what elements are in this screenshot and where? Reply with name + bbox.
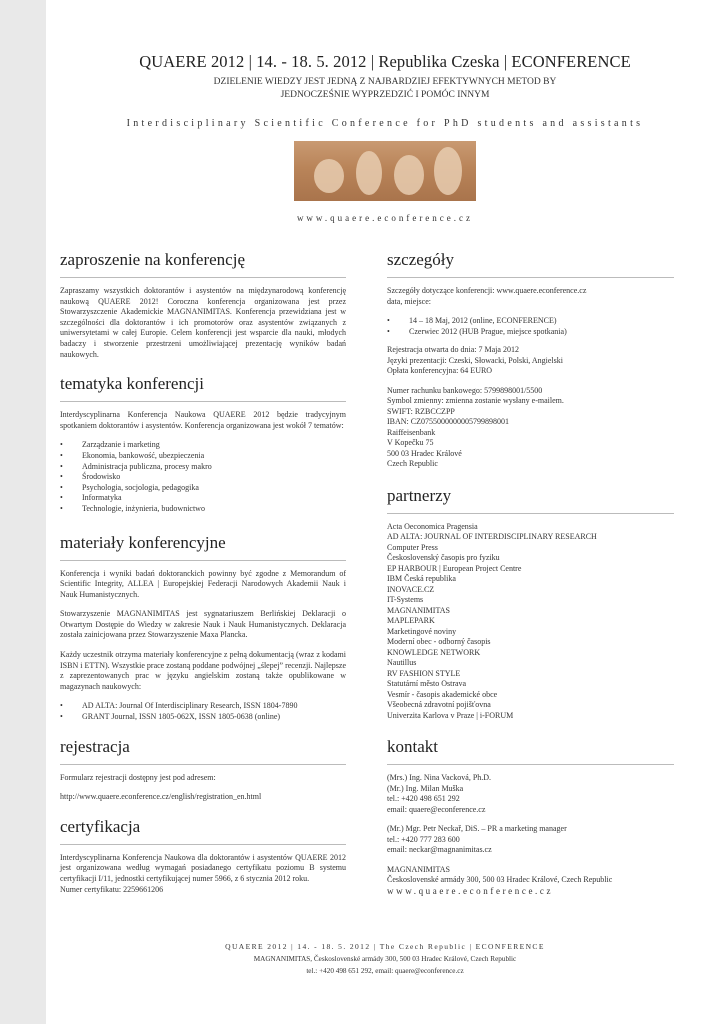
bank-line: Raiffeisenbank [387,427,436,437]
partner-item: Nautillus [387,658,417,668]
contact-block-3 [387,865,674,886]
certification-text: Interdyscyplinarna Konferencja Naukowa dla doktorantów i asystentów QUAERE 2012 jest organizowana według wymagań posiadanego certyfikatu poziomu B systemu certyfikacji I/11, jednostki certyfikującej numer 5966, z 6 stycznia 2012 roku. [60,852,346,883]
list-item: • Czerwiec 2012 (HUB Prague, miejsce spotkania) [387,327,674,338]
contact-block-1 [387,773,674,815]
partner-item: MAGNANIMITAS [387,605,450,615]
page-header [60,52,710,223]
divider [387,764,674,765]
list-item: • AD ALTA: Journal Of Interdisciplinary Research, ISSN 1804-7890 [60,701,346,712]
website-link[interactable]: www.quaere.econference.cz [296,213,474,223]
divider [60,401,346,402]
divider [387,513,674,514]
section-registration [60,737,346,803]
contact-email[interactable]: email: neckar@magnanimitas.cz [387,845,492,855]
section-invitation [60,250,346,360]
footer-line-3: tel.: +420 498 651 292, email: quaere@econference.cz [306,967,464,975]
bank-line: Numer rachunku bankowego: 5799898001/5500 [387,385,543,395]
page-title: QUAERE 2012 | 14. - 18. 5. 2012 | Republika Czeska | ECONFERENCE [139,52,631,71]
contact-website-link[interactable]: www.quaere.econference.cz [387,885,554,896]
contact-line: (Mrs.) Ing. Nina Vacková, Ph.D. [387,773,492,783]
partner-item: MAPLEPARK [387,616,435,626]
partner-item: Marketingové noviny [387,626,457,636]
bank-line: SWIFT: RZBCCZPP [387,406,455,416]
contact-heading: kontakt [387,737,438,757]
partner-item: EP HARBOUR | European Project Centre [387,563,522,573]
details-line: data, miejsce: [387,296,431,306]
registration-link[interactable]: http://www.quaere.econference.cz/english/registration_en.html [60,792,262,802]
bank-line: IBAN: CZ0755000000005799898001 [387,417,509,427]
partner-item: Computer Press [387,542,438,552]
details-line: Szczegóły dotyczące konferencji: www.quaere.econference.cz [387,286,587,295]
relief-banner-image [294,141,476,201]
section-topics [60,374,346,514]
divider [60,764,346,765]
contact-line: tel.: +420 777 283 600 [387,834,460,844]
contact-line: (Mr.) Ing. Milan Muška [387,783,464,793]
info-line: Opłata konferencyjna: 64 EURO [387,366,493,376]
certificate-number: Numer certyfikatu: 2259661206 [60,884,164,894]
partner-item: Vesmír - časopis akademické obce [387,689,498,699]
materials-text-2: Stowarzyszenie MAGNANIMITAS jest sygnatariuszem Berlińskiej Deklaracji o Otwartym Dostępie do Wiedzy w zakresie Nauk i Nauk Humanistycznych. Deklaracja została zainicjowana przez Stowarzyszenie Maxa Plancka. [60,609,346,640]
contact-line: MAGNANIMITAS [387,864,450,874]
section-partners [387,486,674,722]
materials-heading: materiały konferencyjne [60,532,226,552]
details-info [387,345,674,377]
partner-item: Statutární město Ostrava [387,679,467,689]
contact-line: tel.: +420 498 651 292 [387,794,460,804]
bank-details [387,386,674,470]
dates-list [387,316,674,337]
list-item: • Ekonomia, bankowość, ubezpieczenia [60,451,346,462]
contact-line: Československé armády 300, 500 03 Hradec Králové, Czech Republic [387,875,613,885]
topics-list [60,440,346,514]
contact-block-2 [387,824,674,856]
divider [60,844,346,845]
materials-text-3: Każdy uczestnik otrzyma materiały konferencyjne z pełną dokumentacją (wraz z kodami ISBN i ETTN). Wszystkie prace zostaną poddane podwójnej „ślepej” recenzji. Najlepsze z zaprezentowanych prac w języku angielskim zostaną także opublikowane w magazynach naukowych: [60,650,346,691]
partner-item: AD ALTA: JOURNAL OF INTERDISCIPLINARY RESEARCH [387,532,597,542]
details-heading: szczegóły [387,250,455,269]
footer-line-2: MAGNANIMITAS, Československé armády 300, 500 03 Hradec Králové, Czech Republic [253,955,517,963]
conference-tagline: Interdisciplinary Scientific Conference for PhD students and assistants [126,118,644,129]
details-intro [387,286,674,307]
registration-text: Formularz rejestracji dostępny jest pod adresem: [60,772,216,782]
partner-item: Československý časopis pro fyziku [387,553,500,563]
section-details [387,250,674,470]
contact-line: (Mr.) Mgr. Petr Neckař, DiS. – PR a marketing manager [387,824,567,834]
info-line: Rejestracja otwarta do dnia: 7 Maja 2012 [387,345,519,355]
side-strip [0,0,46,1024]
list-item: • 14 – 18 Maj, 2012 (online, ECONFERENCE) [387,316,674,327]
page-subtitle [60,76,710,102]
info-line: Języki prezentacji: Czeski, Słowacki, Polski, Angielski [387,355,563,365]
invitation-text: Zapraszamy wszystkich doktorantów i asystentów na międzynarodową konferencję naukową QUAERE 2012! Coroczna konferencja organizowana jest przez Stowarzyszczenie Akademickie MAGNANIMITAS. Konferencja przewidziana jest w szczególności dla doktorantów i ich promotorów oraz asystentów związanych z uniwersytetami w całej Europie. Celem konferencji jest wsparcie dla nauki, młodych badaczy i stworzenie przestrzeni umożliwiającej prezentację wyników badań naukowych. [60,286,346,359]
list-item: • Środowisko [60,472,346,483]
partner-item: Univerzita Karlova v Praze | i-FORUM [387,710,514,720]
contact-email[interactable]: email: quaere@econference.cz [387,804,486,814]
section-certification [60,817,346,895]
materials-text-1: Konferencja i wyniki badań doktoranckich powinny być zgodne z Memorandum of Scientific Integrity, ALLEA | Europejskiej Federacji Narodowych Akademii Nauk i Nauk Humanistycznych. [60,568,346,599]
partner-item: RV FASHION STYLE [387,668,461,678]
subtitle-line-2: JEDNOCZEŚNIE WYPRZEDZIĆ I POMÓC INNYM [280,90,490,100]
topics-heading: tematyka konferencji [60,374,204,394]
list-item: • Psychologia, socjologia, pedagogika [60,483,346,494]
divider [60,277,346,278]
journals-list [60,701,346,722]
bank-line: 500 03 Hradec Králové [387,448,462,458]
footer-line-1: QUAERE 2012 | 14. - 18. 5. 2012 | The Czech Republic | ECONFERENCE [225,942,545,951]
bank-line: V Kopečku 75 [387,438,434,448]
list-item: • Technologie, inżynieria, budownictwo [60,504,346,515]
bank-line: Symbol zmienny: zmienna zostanie wysłany e-mailem. [387,396,564,406]
subtitle-line-1: DZIELENIE WIEDZY JEST JEDNĄ Z NAJBARDZIEJ EFEKTYWNYCH METOD BY [213,77,557,87]
partners-heading: partnerzy [387,485,452,505]
list-item: • Administracja publiczna, procesy makro [60,462,346,473]
section-materials [60,533,346,723]
partner-item: INOVACE.CZ [387,584,435,594]
partner-item: Acta Oeconomica Pragensia [387,521,478,531]
page-footer [60,942,710,975]
partners-list [387,522,674,722]
partner-item: Moderní obec - odborný časopis [387,637,491,647]
list-item: • Zarządzanie i marketing [60,440,346,451]
certification-heading: certyfikacja [60,816,141,836]
left-column [60,250,346,909]
invitation-heading: zaproszenie na konferencję [60,250,245,269]
right-column [387,250,674,910]
topics-text: Interdyscyplinarna Konferencja Naukowa QUAERE 2012 będzie tradycyjnym spotkaniem doktorantów i asystentów. Konferencja organizowana jest wokół 7 tematów: [60,410,346,430]
partner-item: Všeobecná zdravotní pojišťovna [387,700,491,710]
partner-item: KNOWLEDGE NETWORK [387,647,481,657]
registration-heading: rejestracja [60,736,130,756]
list-item: • Informatyka [60,493,346,504]
section-contact [387,737,674,896]
list-item: • GRANT Journal, ISSN 1805-062X, ISSN 1805-0638 (online) [60,712,346,723]
partner-item: IBM Česká republika [387,574,456,584]
partner-item: IT-Systems [387,595,424,605]
divider [60,560,346,561]
divider [387,277,674,278]
bank-line: Czech Republic [387,459,438,469]
